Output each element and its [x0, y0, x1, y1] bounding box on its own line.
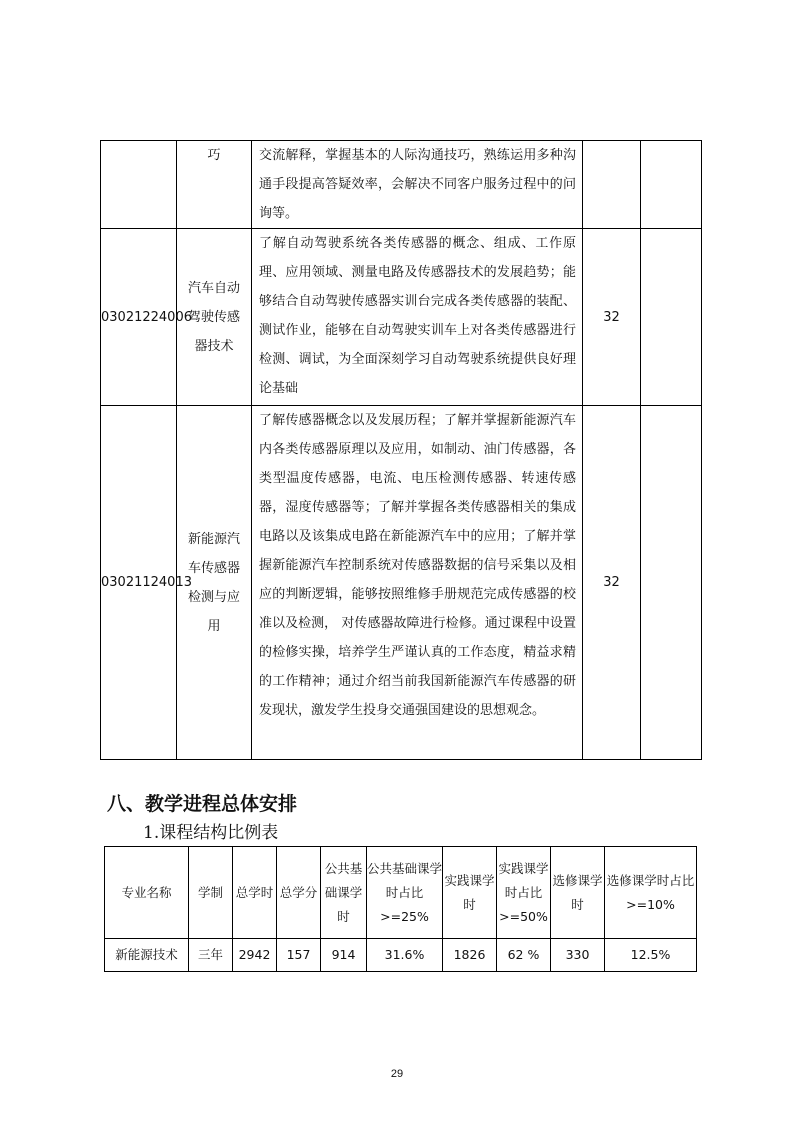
column-header: 总学分 [277, 847, 321, 939]
column-header: 选修课学时占比>=10% [605, 847, 697, 939]
section-subheading: 1.课程结构比例表 [143, 823, 279, 843]
table-row [105, 939, 697, 972]
course-hours: 32 [583, 406, 641, 760]
table-cell: 三年 [189, 939, 233, 972]
table-row [101, 406, 702, 760]
course-table [100, 140, 702, 760]
table-cell: 31.6% [367, 939, 443, 972]
section-heading: 八、教学进程总体安排 [107, 793, 298, 815]
column-header: 公共基础课学时 [321, 847, 367, 939]
table-cell: 62 % [497, 939, 551, 972]
table-cell: 12.5% [605, 939, 697, 972]
table-cell: 157 [277, 939, 321, 972]
table-cell: 新能源技术 [105, 939, 189, 972]
course-name: 巧 [177, 141, 252, 229]
course-description: 交流解释，掌握基本的人际沟通技巧，熟练运用多种沟通手段提高答疑效率，会解决不同客户服务过程中的问询等。 [252, 141, 583, 229]
course-description: 了解传感器概念以及发展历程；了解并掌握新能源汽车内各类传感器原理以及应用，如制动、油门传感器，各类型温度传感器，电流、电压检测传感器、转速传感器，湿度传感器等；了解并掌握各类传感器相关的集成电路以及该集成电路在新能源汽车中的应用；了解并掌握新能源汽车控制系统对传感器数据的信号采集以及相应的判断逻辑，能够按照维修手册规范完成传感器的校准以及检测， 对传感器故障进行检修。通过课程中设置的检修实操，培养学生严谨认真的工作态度，精益求精的工作精神；通过介绍当前我国新能源汽车传感器的研发现状，激发学生投身交通强国建设的思想观念。 [252, 406, 583, 760]
column-header: 学制 [189, 847, 233, 939]
course-description: 了解自动驾驶系统各类传感器的概念、组成、工作原理、应用领域、测量电路及传感器技术的发展趋势；能够结合自动驾驶传感器实训台完成各类传感器的装配、测试作业，能够在自动驾驶实训车上对各类传感器进行检测、调试，为全面深刻学习自动驾驶系统提供良好理论基础 [252, 229, 583, 406]
course-extra [641, 406, 702, 760]
table-cell: 914 [321, 939, 367, 972]
course-extra [641, 141, 702, 229]
ratio-table [104, 846, 697, 972]
column-header: 专业名称 [105, 847, 189, 939]
course-code: 03021224006 [101, 229, 177, 406]
table-cell: 330 [551, 939, 605, 972]
course-extra [641, 229, 702, 406]
course-code [101, 141, 177, 229]
table-cell: 2942 [233, 939, 277, 972]
ratio-header-row [105, 847, 697, 939]
course-name: 新能源汽车传感器检测与应用 [177, 406, 252, 760]
table-cell: 1826 [443, 939, 497, 972]
column-header: 实践课学时 [443, 847, 497, 939]
column-header: 选修课学时 [551, 847, 605, 939]
course-name: 汽车自动驾驶传感器技术 [177, 229, 252, 406]
column-header: 总学时 [233, 847, 277, 939]
course-hours: 32 [583, 229, 641, 406]
table-row [101, 229, 702, 406]
table-row [101, 141, 702, 229]
course-code: 03021124013 [101, 406, 177, 760]
column-header: 实践课学时占比>=50% [497, 847, 551, 939]
column-header: 公共基础课学时占比>=25% [367, 847, 443, 939]
page-number: 29 [390, 1068, 404, 1080]
course-hours [583, 141, 641, 229]
